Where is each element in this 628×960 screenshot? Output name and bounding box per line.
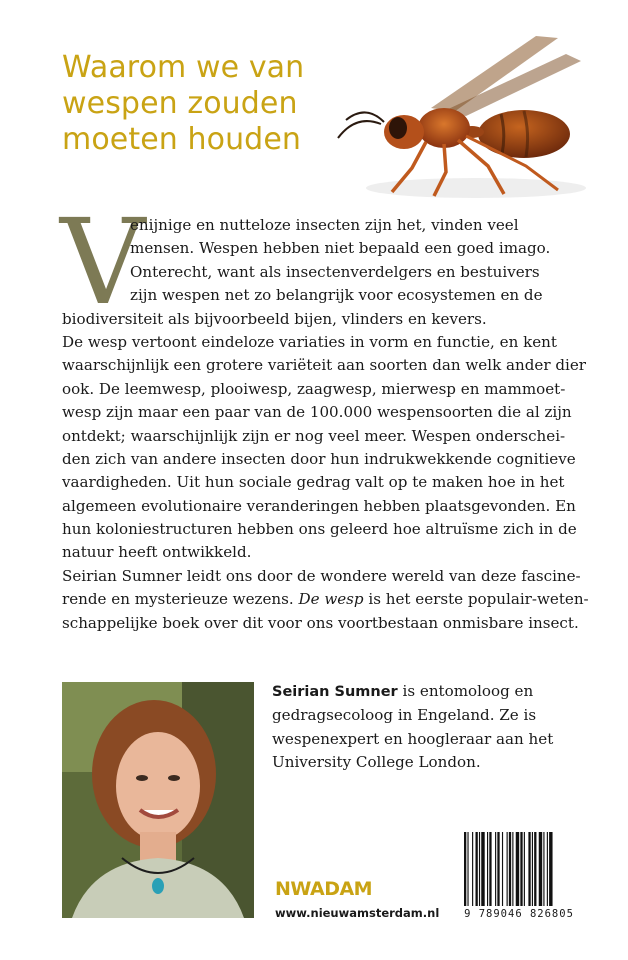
barcode-bar	[467, 832, 468, 906]
barcode-bar	[509, 832, 511, 906]
author-name: Seirian Sumner	[272, 684, 398, 700]
barcode-bar	[539, 832, 542, 906]
paragraph-2-line: wesp zijn maar een paar van de 100.000 wespensoorten die al zijn	[62, 403, 572, 422]
paragraph-2-line: den zich van andere insecten door hun indrukwekkende cognitieve	[62, 449, 576, 468]
isbn-number: 9 789046 826805	[464, 908, 574, 920]
barcode-bar	[543, 832, 544, 906]
paragraph-3-text: rende en mysterieuze wezens.	[62, 590, 299, 609]
author-photo	[62, 682, 254, 918]
barcode-bar	[507, 832, 508, 906]
headline-line-3: moeten houden	[62, 122, 302, 157]
barcode-bar	[520, 832, 522, 906]
author-bio	[272, 680, 572, 775]
author-bio-text: is entomoloog en	[397, 682, 534, 700]
barcode-bar	[524, 832, 525, 906]
paragraph-2-line: ontdekt; waarschijnlijk zijn er nog veel meer. Wespen onderschei-	[62, 426, 566, 445]
paragraph-2-line: waarschijnlijk een grotere variëteit aan soorten dan welk ander dier	[62, 356, 586, 375]
barcode-bar	[489, 832, 491, 906]
publisher-logo: NWADAM	[275, 878, 373, 900]
author-bio-line: wespenexpert en hoogleraar aan het	[272, 729, 554, 748]
paragraph-2-line: vaardigheden. Uit hun sociale gedrag valt op te maken hoe in het	[62, 473, 565, 492]
paragraph-3-text: is het eerste populair-weten-	[363, 590, 589, 609]
paragraph-3-line	[62, 588, 589, 611]
barcode-bar	[502, 832, 503, 906]
author-bio-line: University College London.	[272, 753, 481, 772]
barcode-bar	[547, 832, 548, 906]
paragraph-2-line: De wesp vertoont eindeloze variaties in vorm en functie, en kent	[62, 332, 557, 351]
barcode-bar	[549, 832, 552, 906]
paragraph-2-line: natuur heeft ontwikkeld.	[62, 543, 252, 562]
barcode-bar	[476, 832, 478, 906]
intro-line: enijnige en nutteloze insecten zijn het, vinden veel	[130, 216, 519, 234]
intro-line: mensen. Wespen hebben niet bepaald een goed imago.	[130, 239, 551, 258]
author-bio-line: gedragsecoloog in Engeland. Ze is	[272, 706, 537, 725]
paragraph-2-line: hun koloniestructuren hebben ons geleerd hoe altruïsme zich in de	[62, 520, 577, 539]
author-bio-line	[272, 680, 572, 704]
barcode-bar	[528, 832, 530, 906]
wasp-image	[326, 16, 598, 206]
barcode-bar	[534, 832, 536, 906]
intro-line: Onterecht, want als insectenverdelgers en bestuivers	[130, 262, 540, 281]
barcode-bar	[532, 832, 533, 906]
intro-line: zijn wespen net zo belangrijk voor ecosystemen en de	[130, 286, 543, 305]
paragraph-3-line: schappelijke boek over dit voor ons voortbestaan onmisbare insect.	[62, 613, 579, 632]
headline	[62, 50, 342, 158]
barcode-bars	[460, 832, 578, 908]
barcode-bar	[481, 832, 484, 906]
headline-line-1: Waarom we van	[62, 50, 305, 85]
barcode-bar	[472, 832, 473, 906]
paragraph-2-line: algemeen evolutionaire veranderingen hebben plaatsgevonden. En	[62, 496, 576, 515]
barcode-bar	[512, 832, 513, 906]
book-title: De wesp	[298, 590, 364, 609]
barcode-bar	[516, 832, 519, 906]
barcode-bar	[495, 832, 496, 906]
drop-cap: V	[60, 193, 146, 331]
intro-line: biodiversiteit als bijvoorbeeld bijen, vlinders en kevers.	[62, 309, 487, 328]
publisher-website: www.nieuwamsterdam.nl	[275, 906, 440, 920]
description	[60, 193, 589, 635]
paragraph-2-line: ook. De leemwesp, plooiwesp, zaagwesp, mierwesp en mammoet-	[62, 379, 566, 398]
paragraph-3-line: Seirian Sumner leidt ons door de wondere wereld van deze fascine-	[62, 566, 581, 585]
barcode-bar	[497, 832, 499, 906]
barcode-bar	[464, 832, 466, 906]
barcode-bar	[487, 832, 488, 906]
barcode-bar	[479, 832, 480, 906]
headline-line-2: wespen zouden	[62, 86, 298, 121]
